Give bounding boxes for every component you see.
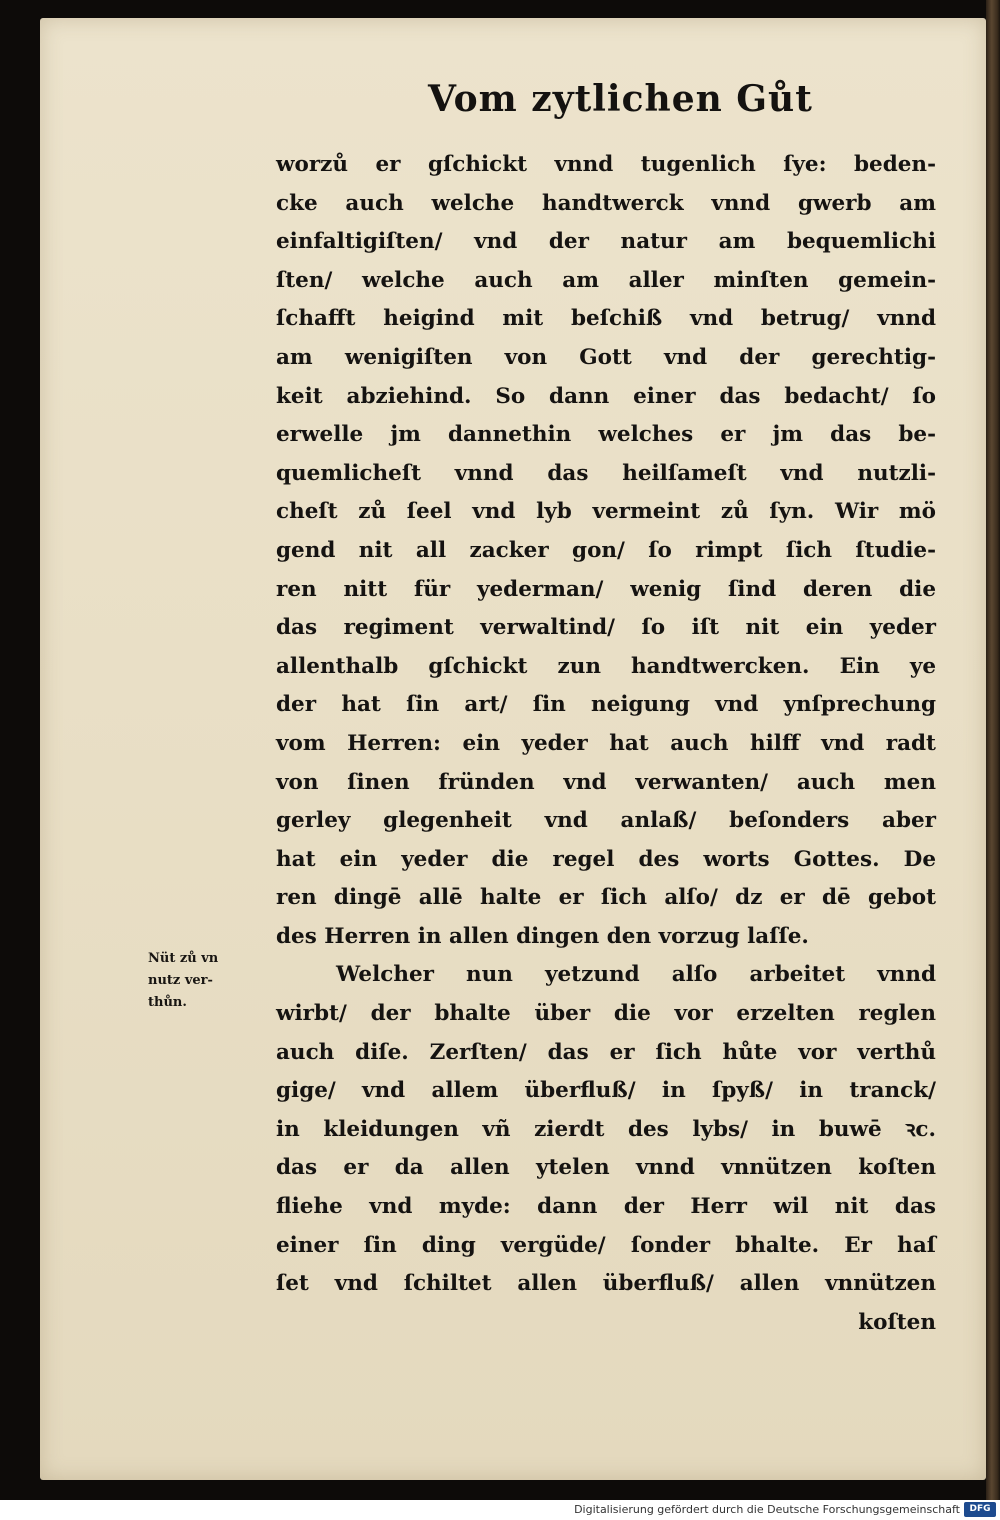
text-line: ſten/ welche auch am aller minſten gemein- — [276, 267, 936, 293]
text-line: gerley glegenheit vnd anlaß/ beſonders aber — [276, 808, 936, 834]
book-page — [40, 18, 986, 1480]
running-head: Vom zytlichen Gůt — [428, 78, 813, 120]
marginal-note-line: nutz ver- — [148, 973, 213, 988]
text-line: ren nitt für yederman/ wenig ſind deren die — [276, 576, 936, 602]
text-line: der hat ſin art/ ſin neigung vnd ynſprechung — [276, 692, 936, 718]
text-line: vom Herren: ein yeder hat auch hilff vnd radt — [276, 730, 936, 756]
text-line: einfaltigiſten/ vnd der natur am bequemlichi — [276, 229, 936, 255]
text-line: gend nit all zacker gon/ ſo rimpt ſich ſtudie- — [276, 537, 936, 563]
text-line: worzů er gſchickt vnnd tugenlich ſye: beden- — [276, 152, 936, 177]
text-line: fliehe vnd myde: dann der Herr wil nit das — [276, 1194, 936, 1220]
footer-bar — [0, 1500, 1000, 1520]
text-line: das er da allen ytelen vnnd vnnützen koſten — [276, 1155, 936, 1181]
text-line: auch diſe. Zerſten/ das er ſich hůte vor verthů — [276, 1039, 936, 1065]
text-line: in kleidungen vñ zierdt des lybs/ in buwē ꝛc. — [276, 1116, 936, 1142]
marginal-note-line: thůn. — [148, 995, 187, 1010]
funding-credit: Digitalisierung gefördert durch die Deutsche Forschungsgemeinschaft — [574, 1503, 960, 1516]
marginal-note-line: Nüt zů vn — [148, 951, 219, 966]
main-text-block — [276, 146, 936, 1342]
text-line: hat ein yeder die regel des worts Gottes. De — [276, 846, 936, 872]
text-line: Welcher nun yetzund alſo arbeitet vnnd — [336, 962, 936, 988]
text-line: cheſt zů ſeel vnd lyb vermeint zů ſyn. Wir mö — [276, 499, 936, 525]
text-line: ſchafft heigind mit beſchiß vnd betrug/ vnnd — [276, 306, 936, 332]
text-line: ren dingē allē halte er ſich alſo/ dz er dē gebot — [276, 885, 936, 911]
text-line: keit abziehind. So dann einer das bedacht/ ſo — [276, 383, 936, 409]
text-line: am wenigiſten von Gott vnd der gerechtig- — [276, 344, 936, 370]
text-line: quemlicheſt vnnd das heilſameſt vnd nutzli- — [276, 460, 936, 486]
marginal-note — [148, 948, 278, 1014]
text-line: cke auch welche handtwerck vnnd gwerb am — [276, 190, 936, 216]
text-line: das regiment verwaltind/ ſo iſt nit ein yeder — [276, 615, 936, 641]
text-line: des Herren in allen dingen den vorzug laſſe. — [276, 923, 809, 949]
text-line: gige/ vnd allem überfluß/ in ſpyß/ in tranck/ — [276, 1078, 936, 1104]
book-binding-edge — [986, 0, 1000, 1500]
text-line: ſet vnd ſchiltet allen überfluß/ allen vnnützen — [276, 1271, 936, 1297]
text-line: einer ſin ding vergüde/ ſonder bhalte. Er haſ — [276, 1232, 936, 1258]
text-line: wirbt/ der bhalte über die vor erzelten reglen — [276, 1001, 936, 1027]
catchword: koſten — [858, 1309, 936, 1335]
text-line: erwelle jm dannethin welches er jm das be- — [276, 422, 936, 448]
text-line: allenthalb gſchickt zun handtwercken. Ein ye — [276, 653, 936, 679]
text-line: von ſinen fründen vnd verwanten/ auch men — [276, 769, 936, 795]
dfg-logo-icon: DFG — [964, 1502, 996, 1517]
